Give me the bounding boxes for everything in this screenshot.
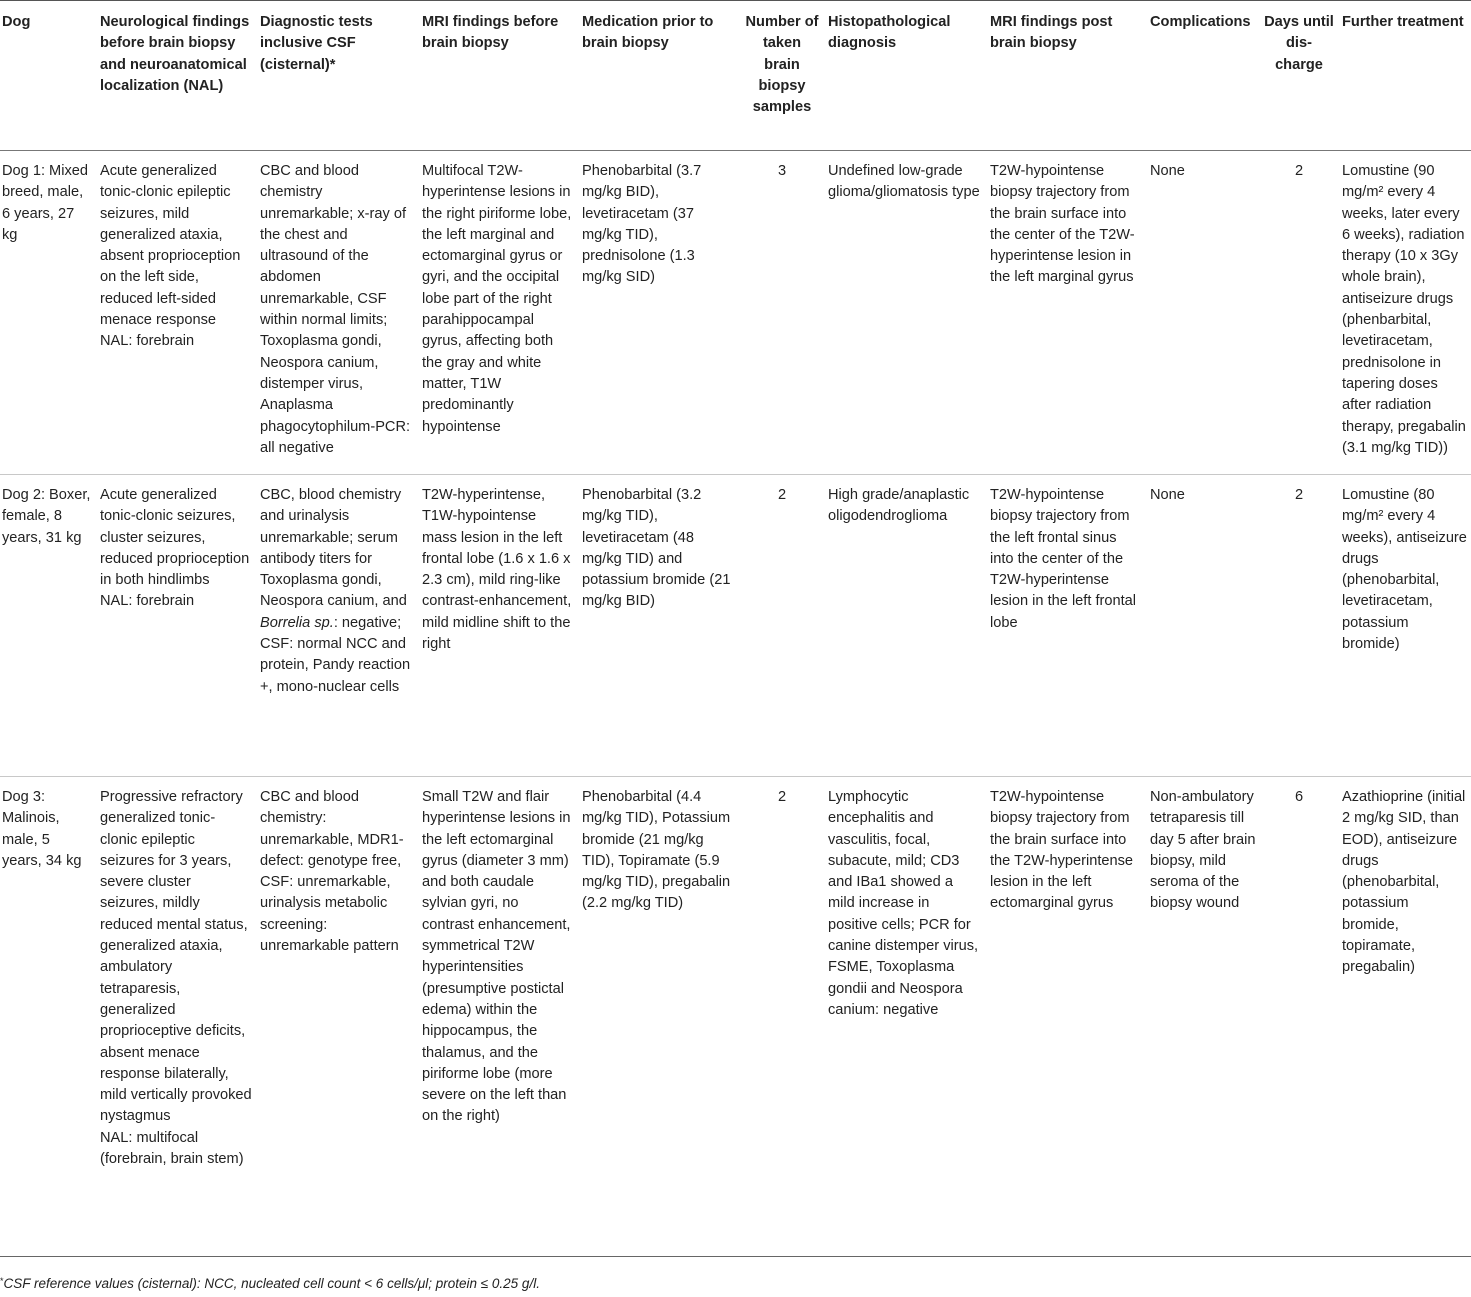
header-mri-post: MRI findings post brain biopsy [990, 14, 1113, 52]
header-further-treatment: Further treatment [1342, 14, 1464, 30]
table-row [0, 777, 1471, 1257]
diagnostic-text-part: : negative; CSF: normal NCC and protein, Pandy reaction +, mono-nuclear cells [260, 614, 411, 695]
cell-mri-before: T2W-hyperintense, T1W-hypointense mass lesion in the left frontal lobe (1.6 x 1.6 x 2.3 cm), mild ring-like contrast-enhancement, mild midline shift to the right [422, 487, 572, 653]
header-medication: Medication prior to brain biopsy [582, 14, 714, 52]
cell-histopathology: Lymphocytic encephalitis and vasculitis, focal, subacute, mild; CD3 and IBa1 showed a mild increase in positive cells; PCR for canine distemper virus, FSME, Toxoplasma gondii and Neospora canium: negative [828, 789, 979, 1018]
cell-histopathology: High grade/anaplastic oligodendroglioma [828, 487, 970, 525]
header-histopathology: Histopathological diagnosis [828, 14, 951, 52]
cell-neurological-findings: Acute generalized tonic-clonic seizures, cluster seizures, reduced proprioception in both hindlimbs NAL: forebrain [100, 487, 250, 610]
cell-mri-post: T2W-hypointense biopsy trajectory from the brain surface into the center of the T2W-hyperintense lesion in the left marginal gyrus [990, 163, 1135, 286]
table-row [0, 151, 1471, 475]
cell-mri-before: Small T2W and flair hyperintense lesions in the left ectomarginal gyrus (diameter 3 mm) and both caudale sylvian gyri, no contrast enhancement, symmetrical T2W hyperintensities (presumptive postictal edema) within the hippocampus, the thalamus, and the piriforme lobe (more severe on the left than on the right) [422, 789, 571, 1125]
cell-mri-before: Multifocal T2W-hyperintense lesions in the right piriforme lobe, the left marginal and ectomarginal gyrus or gyri, and the occipital lobe part of the right parahippocampal gyrus, affecting both the gray and white matter, T1W predominantly hypointense [422, 163, 572, 435]
header-samples: Number of taken brain biopsy samples [745, 14, 819, 116]
cell-neurological-findings: Acute generalized tonic-clonic epileptic seizures, mild generalized ataxia, absent proprioception on the left side, reduced left-sided menace response NAL: forebrain [100, 163, 241, 350]
cell-samples: 2 [777, 487, 787, 503]
footnote-marker: * [0, 1276, 4, 1286]
table-row [0, 475, 1471, 777]
cell-mri-post: T2W-hypointense biopsy trajectory from the left frontal sinus into the center of the T2W-hyperintense lesion in the left frontal lobe [990, 487, 1137, 631]
diagnostic-italic-part: Borrelia sp. [260, 614, 334, 631]
cell-samples: 2 [777, 789, 787, 805]
diagnostic-text-part: CBC, blood chemistry and urinalysis unremarkable; serum antibody titers for Toxoplasma gondi, Neospora canium, and [260, 487, 407, 610]
cell-diagnostic-tests: CBC and blood chemistry: unremarkable, MDR1-defect: genotype free, CSF: unremarkable, urinalysis metabolic screening: unremarkable pattern [260, 789, 404, 955]
header-row [0, 1, 1471, 151]
cell-samples: 3 [777, 163, 787, 179]
cell-medication: Phenobarbital (3.7 mg/kg BID), levetiracetam (37 mg/kg TID), prednisolone (1.3 mg/kg SID) [582, 163, 702, 286]
cell-dog: Dog 2: Boxer, female, 8 years, 31 kg [2, 487, 91, 546]
cell-dog: Dog 3: Malinois, male, 5 years, 34 kg [2, 789, 82, 869]
cell-medication: Phenobarbital (4.4 mg/kg TID), Potassium bromide (21 mg/kg TID), Topiramate (5.9 mg/kg TID), pregabalin (2.2 mg/kg TID) [582, 789, 731, 912]
header-diagnostic-tests: Diagnostic tests inclusive CSF (cisternal)* [260, 14, 373, 73]
cell-further-treatment: Lomustine (80 mg/m² every 4 weeks), antiseizure drugs (phenobarbital, levetiracetam, potassium bromide) [1342, 487, 1467, 653]
cell-complications: None [1150, 487, 1185, 503]
header-neurological-findings: Neurological findings before brain biopsy and neuroanatomical localization (NAL) [100, 14, 250, 94]
header-dog: Dog [2, 14, 31, 30]
cell-dog: Dog 1: Mixed breed, male, 6 years, 27 kg [2, 163, 88, 243]
cell-histopathology: Undefined low-grade glioma/gliomatosis type [828, 163, 980, 201]
header-complications: Complications [1150, 14, 1251, 30]
cell-complications: Non-ambulatory tetraparesis till day 5 after brain biopsy, mild seroma of the biopsy wound [1150, 789, 1256, 912]
cell-complications: None [1150, 163, 1185, 179]
cell-diagnostic-tests [256, 475, 418, 777]
cell-neurological-findings: Progressive refractory generalized tonic-clonic epileptic seizures for 3 years, severe cluster seizures, mildly reduced mental status, generalized ataxia, ambulatory tetraparesis, generalized proprioceptive deficits, absent menace response bilaterally, mild vertically provoked nystagmus NAL: multifocal (forebrain, brain stem) [100, 789, 252, 1168]
cell-mri-post: T2W-hypointense biopsy trajectory from the brain surface into the T2W-hyperintense lesion in the left ectomarginal gyrus [990, 789, 1134, 912]
cell-days-until-discharge: 2 [1294, 487, 1304, 503]
header-days-until-discharge: Days until dis-charge [1264, 14, 1334, 73]
footnote-text: CSF reference values (cisternal): NCC, nucleated cell count < 6 cells/μl; protein ≤ 0.25 g/l. [3, 1276, 540, 1291]
header-mri-before: MRI findings before brain biopsy [422, 14, 559, 52]
cell-days-until-discharge: 6 [1294, 789, 1304, 805]
cell-further-treatment: Lomustine (90 mg/m² every 4 weeks, later every 6 weeks), radiation therapy (10 x 3Gy whole brain), antiseizure drugs (phenbarbital, levetiracetam, prednisolone in tapering doses after radiation therapy, pregabalin (3.1 mg/kg TID)) [1342, 163, 1466, 456]
cell-medication: Phenobarbital (3.2 mg/kg TID), levetiracetam (48 mg/kg TID) and potassium bromide (21 mg/kg BID) [582, 487, 731, 610]
cell-further-treatment: Azathioprine (initial 2 mg/kg SID, than EOD), antiseizure drugs (phenobarbital, potassium bromide, topiramate, pregabalin) [1342, 789, 1466, 976]
cell-diagnostic-tests: CBC and blood chemistry unremarkable; x-ray of the chest and ultrasound of the abdomen unremarkable, CSF within normal limits; Toxoplasma gondi, Neospora canium, distemper virus, Anaplasma phagocytophilum-PCR: all negative [260, 163, 411, 456]
cell-days-until-discharge: 2 [1294, 163, 1304, 179]
table-footnote [0, 1276, 540, 1291]
